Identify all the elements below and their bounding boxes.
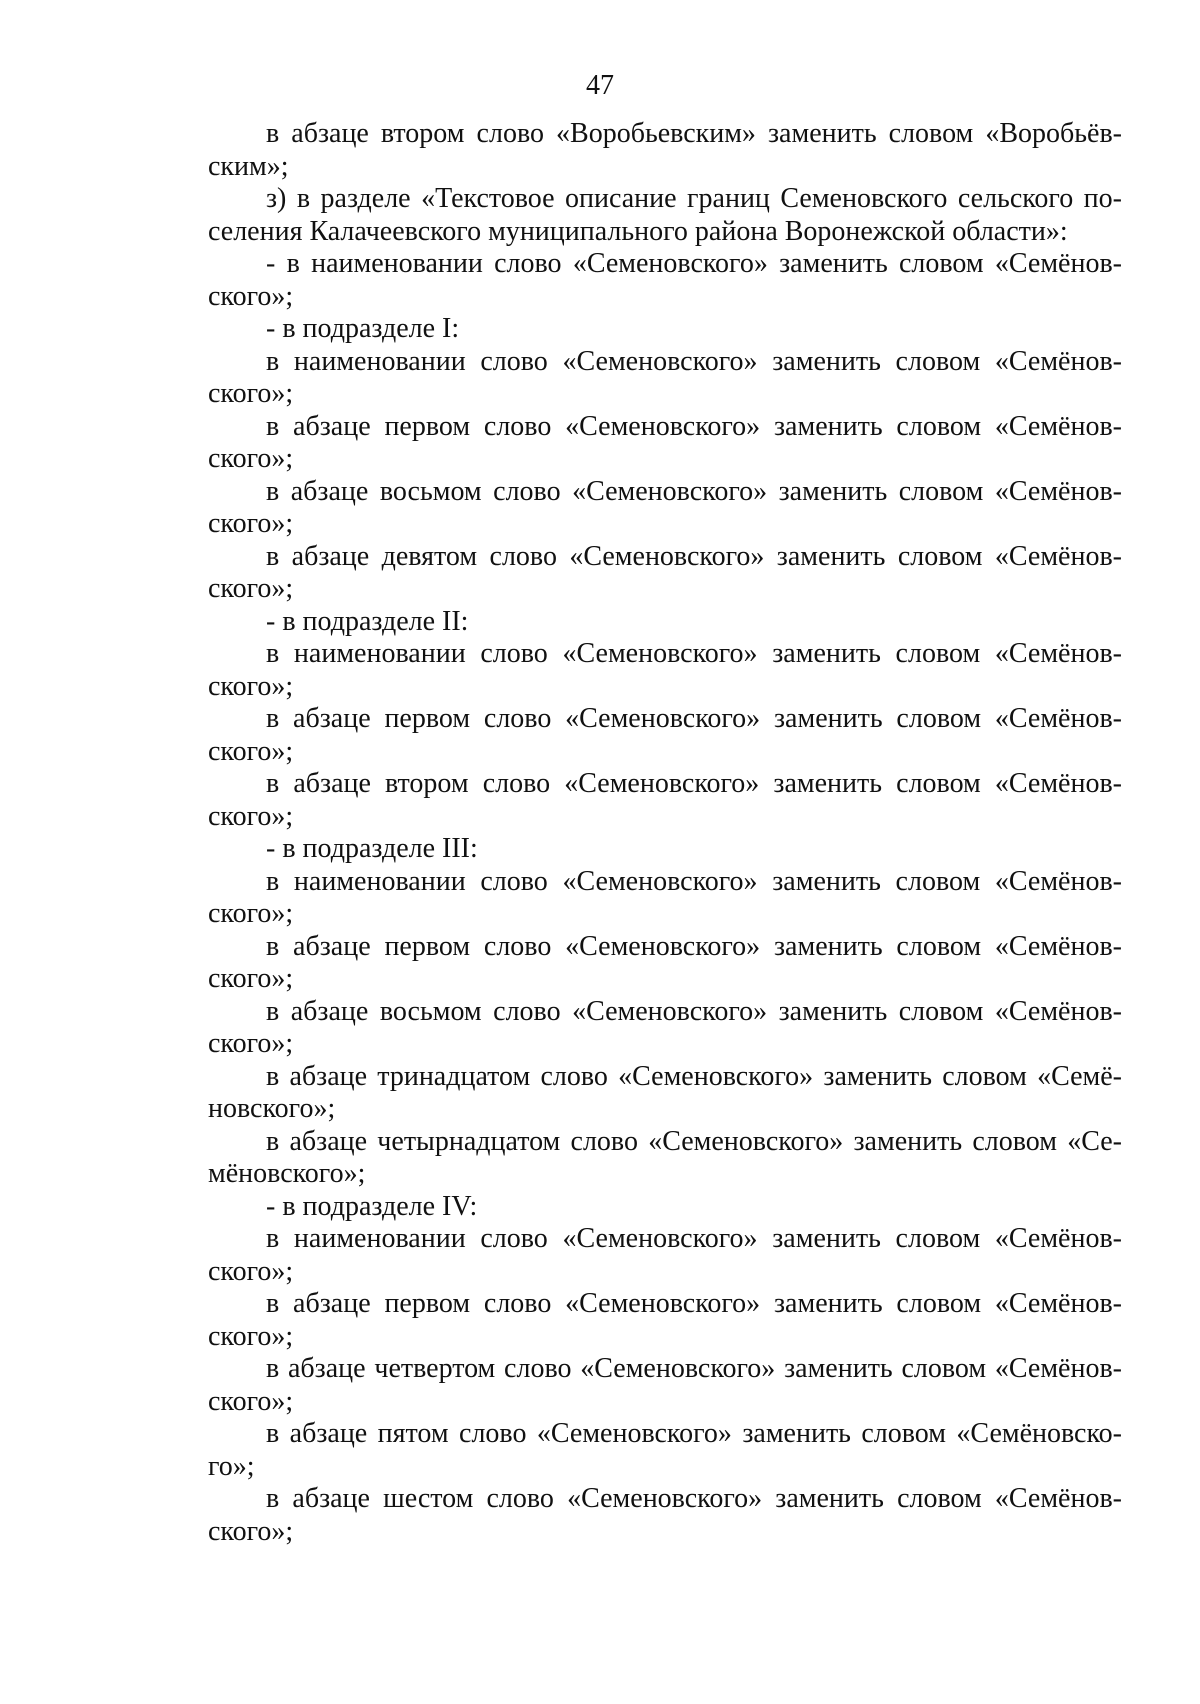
document-body	[208, 118, 1122, 1548]
paragraph-continuation-line: ского»;	[208, 800, 294, 832]
paragraph-first-line: в абзаце девятом слово «Семеновского» заменить словом «Семёнов-	[266, 540, 1122, 572]
amendment-paragraph	[208, 476, 1122, 541]
paragraph-first-line: - в подразделе I:	[266, 313, 460, 344]
paragraph-first-line: в наименовании слово «Семеновского» заменить словом «Семёнов-	[266, 865, 1122, 897]
paragraph-first-line: в наименовании слово «Семеновского» заменить словом «Семёнов-	[266, 345, 1122, 377]
paragraph-continuation-line: ского»;	[208, 573, 294, 604]
paragraph-continuation-line: ского»;	[208, 898, 294, 929]
paragraph-first-line: в абзаце четырнадцатом слово «Семеновского» заменить словом «Се-	[266, 1125, 1122, 1157]
paragraph-first-line: в абзаце четвертом слово «Семеновского» заменить словом «Семёнов-	[266, 1353, 1122, 1384]
paragraph-continuation-line: ского»;	[208, 508, 294, 539]
paragraph-continuation-line: новского»;	[208, 1093, 336, 1124]
amendment-paragraph	[208, 1353, 1122, 1418]
amendment-paragraph	[208, 411, 1122, 476]
amendment-paragraph	[208, 1288, 1122, 1353]
paragraph-first-line: - в наименовании слово «Семеновского» заменить словом «Семёнов-	[266, 248, 1122, 279]
amendment-paragraph	[208, 833, 1122, 866]
amendment-paragraph	[208, 1418, 1122, 1483]
paragraph-first-line: в наименовании слово «Семеновского» заменить словом «Семёнов-	[266, 1223, 1122, 1254]
paragraph-first-line: в абзаце первом слово «Семеновского» заменить словом «Семёнов-	[266, 930, 1122, 962]
paragraph-first-line: в абзаце тринадцатом слово «Семеновского» заменить словом «Семё-	[266, 1060, 1122, 1092]
paragraph-first-line: в абзаце пятом слово «Семеновского» заменить словом «Семёновско-	[266, 1418, 1122, 1449]
paragraph-first-line: в абзаце втором слово «Семеновского» заменить словом «Семёнов-	[266, 768, 1122, 799]
paragraph-continuation-line: ского»;	[208, 280, 294, 312]
amendment-paragraph	[208, 248, 1122, 313]
paragraph-first-line: - в подразделе IV:	[266, 1190, 478, 1222]
paragraph-continuation-line: ского»;	[208, 1515, 294, 1547]
page-number: 47	[586, 70, 614, 101]
paragraph-continuation-line: селения Калачеевского муниципального района Воронежской области»:	[208, 215, 1068, 247]
paragraph-continuation-line: ского»;	[208, 1385, 294, 1417]
amendment-paragraph	[208, 541, 1122, 606]
amendment-paragraph	[208, 183, 1122, 248]
paragraph-continuation-line: ского»;	[208, 735, 294, 767]
amendment-paragraph	[208, 931, 1122, 996]
amendment-paragraph	[208, 1061, 1122, 1126]
paragraph-first-line: в абзаце первом слово «Семеновского» заменить словом «Семёнов-	[266, 703, 1122, 734]
paragraph-continuation-line: ского»;	[208, 1028, 294, 1059]
paragraph-first-line: в абзаце шестом слово «Семеновского» заменить словом «Семёнов-	[266, 1483, 1122, 1514]
paragraph-first-line: в абзаце восьмом слово «Семеновского» заменить словом «Семёнов-	[266, 995, 1122, 1027]
paragraph-continuation-line: ского»;	[208, 1255, 294, 1287]
paragraph-first-line: в абзаце восьмом слово «Семеновского» заменить словом «Семёнов-	[266, 475, 1122, 507]
paragraph-continuation-line: ского»;	[208, 378, 294, 409]
amendment-paragraph	[208, 866, 1122, 931]
amendment-paragraph	[208, 996, 1122, 1061]
paragraph-first-line: в абзаце первом слово «Семеновского» заменить словом «Семёнов-	[266, 410, 1122, 442]
paragraph-continuation-line: го»;	[208, 1450, 255, 1482]
amendment-paragraph	[208, 118, 1122, 183]
paragraph-continuation-line: ского»;	[208, 443, 294, 474]
paragraph-first-line: - в подразделе III:	[266, 833, 478, 864]
amendment-paragraph	[208, 606, 1122, 639]
paragraph-continuation-line: ским»;	[208, 150, 289, 182]
amendment-paragraph	[208, 1483, 1122, 1548]
paragraph-continuation-line: ского»;	[208, 963, 294, 994]
amendment-paragraph	[208, 1191, 1122, 1224]
amendment-paragraph	[208, 313, 1122, 346]
amendment-paragraph	[208, 1223, 1122, 1288]
paragraph-first-line: в абзаце втором слово «Воробьевским» заменить словом «Воробьёв-	[266, 118, 1122, 149]
paragraph-first-line: з) в разделе «Текстовое описание границ Семеновского сельского по-	[266, 183, 1122, 214]
amendment-paragraph	[208, 1126, 1122, 1191]
paragraph-first-line: в абзаце первом слово «Семеновского» заменить словом «Семёнов-	[266, 1288, 1122, 1319]
paragraph-continuation-line: ского»;	[208, 1320, 294, 1352]
amendment-paragraph	[208, 768, 1122, 833]
amendment-paragraph	[208, 703, 1122, 768]
paragraph-continuation-line: мёновского»;	[208, 1158, 366, 1189]
amendment-paragraph	[208, 346, 1122, 411]
amendment-paragraph	[208, 638, 1122, 703]
paragraph-first-line: в наименовании слово «Семеновского» заменить словом «Семёнов-	[266, 638, 1122, 669]
paragraph-first-line: - в подразделе II:	[266, 605, 469, 637]
paragraph-continuation-line: ского»;	[208, 670, 294, 702]
